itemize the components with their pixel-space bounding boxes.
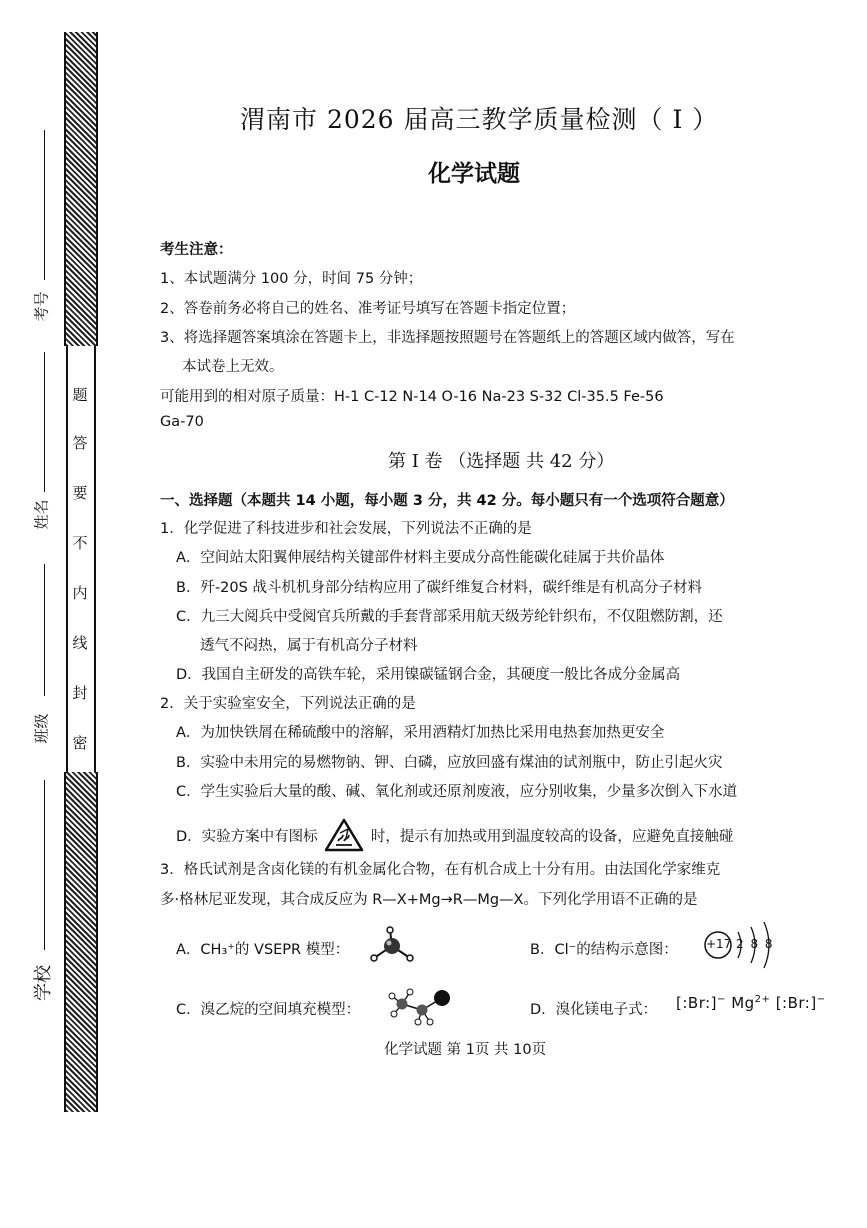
atomic-masses: 可能用到的相对原子质量：H-1 C-12 N-14 O-16 Na-23 S-32 Cl-35.5 Fe-56 [160,389,664,405]
atomic-masses-cont: Ga-70 [160,414,204,430]
q1-option-d: D．我国自主研发的高铁车轮，采用镍碳锰钢合金，其硬度一般比各成分金属高 [176,667,681,683]
q3-option-b: B．Cl⁻的结构示意图： [530,942,678,958]
q3-stem-cont: 多·格林尼亚发现，其合成反应为 R—X+Mg→R—Mg—X。下列化学用语不正确的是 [160,892,698,908]
mg-symbol: Mg [731,994,755,1012]
br-charge-1: − [717,994,726,1005]
xingming-line [44,352,45,492]
seal-char-4: 不 [72,534,88,552]
page-title: 渭南市 2026 届高三教学质量检测（ I ） [240,105,719,134]
br-symbol-2: Br [787,994,805,1012]
q1-option-c-cont: 透气不闷热，属于有机高分子材料 [200,638,418,654]
kaohao-line [44,130,45,280]
hot-surface-icon [324,818,364,856]
binding-hatch-top [64,32,98,346]
q3-option-c: C．溴乙烷的空间填充模型： [176,1002,361,1018]
notice-item-3-cont: 本试卷上无效。 [182,359,284,375]
q1-option-c: C．九三大阅兵中受阅官兵所戴的手套背部采用航天级芳纶针织布，不仅阻燃防割，还 [176,609,723,625]
q2-option-d-post: 时，提示有加热或用到温度较高的设备，应避免直接触碰 [370,829,734,845]
xuexiao-label: 学校 [33,965,54,1001]
page-subtitle: 化学试题 [428,161,520,187]
q3-option-a: A．CH₃⁺的 VSEPR 模型： [176,942,350,958]
seal-char-8: 密 [72,734,88,752]
binding-seal-strip [66,346,96,772]
br-symbol-1: Br [687,994,706,1012]
notice-item-2: 2、答卷前务必将自己的姓名、准考证号填写在答题卡指定位置； [160,301,576,317]
seal-char-6: 线 [72,634,88,652]
notice-item-1: 1、本试题满分 100 分，时间 75 分钟； [160,271,423,287]
q2-stem: 2．关于实验室安全，下列说法正确的是 [160,696,416,712]
q3-stem: 3．格氏试剂是含卤化镁的有机金属化合物，在有机合成上十分有用。由法国化学家维克 [160,862,721,878]
q1-option-a: A．空间站太阳翼伸展结构关键部件材料主要成分高性能碳化硅属于共价晶体 [176,550,665,566]
q1-option-b: B．歼-20S 战斗机机身部分结构应用了碳纤维复合材料，碳纤维是有机高分子材料 [176,580,702,596]
seal-char-3: 要 [72,484,88,502]
banji-label: 班级 [32,713,51,744]
q2-option-b: B．实验中未用完的易燃物钠、钾、白磷，应放回盛有煤油的试剂瓶中，防止引起火灾 [176,755,723,771]
xuexiao-line [44,780,45,950]
seal-char-7: 封 [72,684,88,702]
q2-option-a: A．为加快铁屑在稀硫酸中的溶解，采用酒精灯加热比采用电热套加热更安全 [176,725,665,741]
br-charge-2: − [816,994,826,1005]
seal-char-5: 内 [72,584,88,602]
cl-nucleus-charge: +17 [706,937,732,951]
mgbr2-electron-formula: [:Br:]− $Mg^{2+}$ [:Br:]− [676,994,826,1012]
q3-option-d: D．溴化镁电子式： [530,1002,658,1018]
seal-char-1: 题 [72,386,88,404]
notice-heading: 考生注意： [160,242,233,258]
cl-shell-electrons: 2 8 8 [736,937,773,951]
bromoethane-space-filling-icon [388,986,454,1032]
notice-item-3: 3、将选择题答案填涂在答题卡上，非选择题按照题号在答题纸上的答题区域内做答，写在 [160,330,735,346]
seal-char-2: 答 [72,434,88,452]
vsepr-model-icon [368,926,416,970]
banji-line [44,564,45,696]
q2-option-d-pre: D．实验方案中有图标 [176,829,318,845]
page-footer: 化学试题 第 1页 共 10页 [384,1042,547,1058]
cl-ion-structure-diagram [702,918,792,972]
mg-charge: 2+ [754,994,771,1005]
xingming-label: 姓名 [32,499,51,530]
q2-option-c: C．学生实验后大量的酸、碱、氧化剂或还原剂废液，应分别收集，少量多次倒入下水道 [176,784,738,800]
binding-hatch-bottom [64,772,98,1112]
kaohao-label: 考号 [32,291,51,322]
section-instruction: 一、选择题（本题共 14 小题，每小题 3 分，共 42 分。每小题只有一个选项符合题意） [160,493,734,509]
section-title: 第 I 卷 （选择题 共 42 分） [388,451,615,472]
q2-option-d [176,818,733,856]
q1-stem: 1．化学促进了科技进步和社会发展，下列说法不正确的是 [160,521,532,537]
